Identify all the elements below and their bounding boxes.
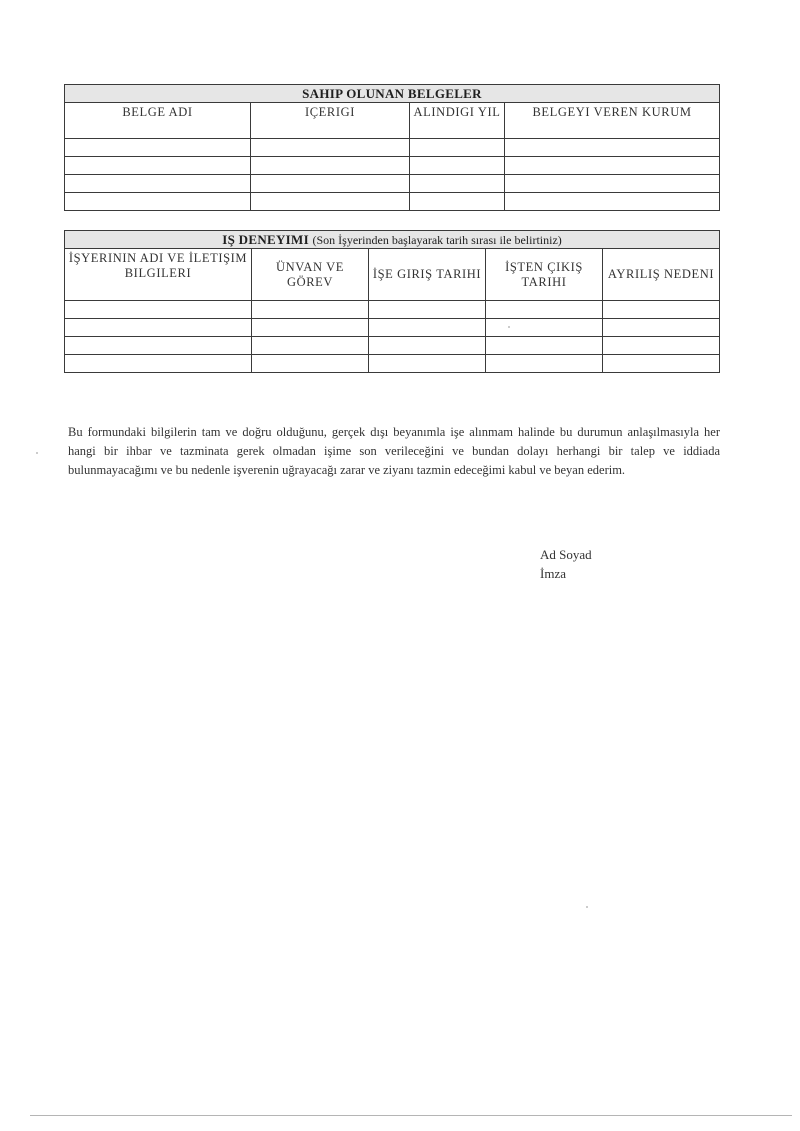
- table-row: [65, 139, 720, 157]
- name-surname-label: Ad Soyad: [540, 547, 592, 562]
- experience-title-subtitle: (Son İşyerinden başlayarak tarih sırası ile belirtiniz): [312, 232, 562, 247]
- table-cell[interactable]: [410, 157, 505, 175]
- experience-table-title: [65, 231, 720, 249]
- column-header-employer: İŞYERININ ADI VE İLETIŞIM BILGILERI: [65, 249, 252, 301]
- table-cell[interactable]: [252, 301, 369, 319]
- table-cell[interactable]: [65, 157, 251, 175]
- table-cell[interactable]: [251, 139, 410, 157]
- table-row: [65, 319, 720, 337]
- table-cell[interactable]: [410, 175, 505, 193]
- table-row: [65, 355, 720, 373]
- table-cell[interactable]: [369, 319, 486, 337]
- table-cell[interactable]: [65, 193, 251, 211]
- column-header-content: IÇERIGI: [251, 103, 410, 139]
- column-header-document-name: BELGE ADI: [65, 103, 251, 139]
- table-cell[interactable]: [603, 301, 720, 319]
- table-cell[interactable]: [486, 355, 603, 373]
- table-cell[interactable]: [369, 301, 486, 319]
- scan-speck: [508, 326, 510, 328]
- page-bottom-edge: [30, 1115, 792, 1116]
- table-cell[interactable]: [603, 337, 720, 355]
- documents-table-title: SAHIP OLUNAN BELGELER: [65, 85, 720, 103]
- table-cell[interactable]: [410, 193, 505, 211]
- table-cell[interactable]: [505, 139, 720, 157]
- column-header-start-date: İŞE GIRIŞ TARIHI: [369, 249, 486, 301]
- table-cell[interactable]: [505, 157, 720, 175]
- signature-label: İmza: [540, 566, 566, 581]
- table-row: [65, 157, 720, 175]
- table-cell[interactable]: [369, 355, 486, 373]
- table-cell[interactable]: [252, 355, 369, 373]
- scan-speck: [36, 452, 38, 454]
- column-header-title-position: ÜNVAN VE GÖREV: [252, 249, 369, 301]
- table-row: [65, 193, 720, 211]
- table-cell[interactable]: [65, 355, 252, 373]
- signature-block: [540, 545, 592, 583]
- table-cell[interactable]: [65, 175, 251, 193]
- column-header-leaving-reason: AYRILIŞ NEDENI: [603, 249, 720, 301]
- table-cell[interactable]: [603, 355, 720, 373]
- table-cell[interactable]: [369, 337, 486, 355]
- table-cell[interactable]: [486, 301, 603, 319]
- declaration-paragraph: Bu formundaki bilgilerin tam ve doğru olduğunu, gerçek dışı beyanımla işe alınmam halinde bu durumun anlaşılmasıyla her hangi bir ihbar ve tazminata gerek olmadan işime son verileceğini ve bundan dolayı herhangi bir talep ve iddiada bulunmayacağımı ve bu nedenle işverenin uğrayacağı zarar ve ziyanı tazmin edeceğimi kabul ve beyan ederim.: [68, 424, 720, 477]
- column-header-year-obtained: ALINDIGI YIL: [410, 103, 505, 139]
- table-cell[interactable]: [252, 319, 369, 337]
- table-cell[interactable]: [505, 193, 720, 211]
- table-row: [65, 337, 720, 355]
- table-row: [65, 175, 720, 193]
- table-cell[interactable]: [251, 157, 410, 175]
- table-cell[interactable]: [410, 139, 505, 157]
- table-cell[interactable]: [65, 301, 252, 319]
- table-cell[interactable]: [65, 319, 252, 337]
- table-cell[interactable]: [486, 319, 603, 337]
- table-cell[interactable]: [251, 193, 410, 211]
- experience-table: [64, 230, 720, 373]
- table-cell[interactable]: [505, 175, 720, 193]
- experience-title-text: IŞ DENEYIMI: [222, 231, 309, 247]
- table-cell[interactable]: [252, 337, 369, 355]
- table-row: [65, 301, 720, 319]
- table-cell[interactable]: [486, 337, 603, 355]
- column-header-issuing-institution: BELGEYI VEREN KURUM: [505, 103, 720, 139]
- table-cell[interactable]: [65, 337, 252, 355]
- table-cell[interactable]: [251, 175, 410, 193]
- column-header-end-date: İŞTEN ÇIKIŞ TARIHI: [486, 249, 603, 301]
- table-cell[interactable]: [603, 319, 720, 337]
- table-cell[interactable]: [65, 139, 251, 157]
- scan-speck: [586, 906, 588, 908]
- documents-table: [64, 84, 720, 211]
